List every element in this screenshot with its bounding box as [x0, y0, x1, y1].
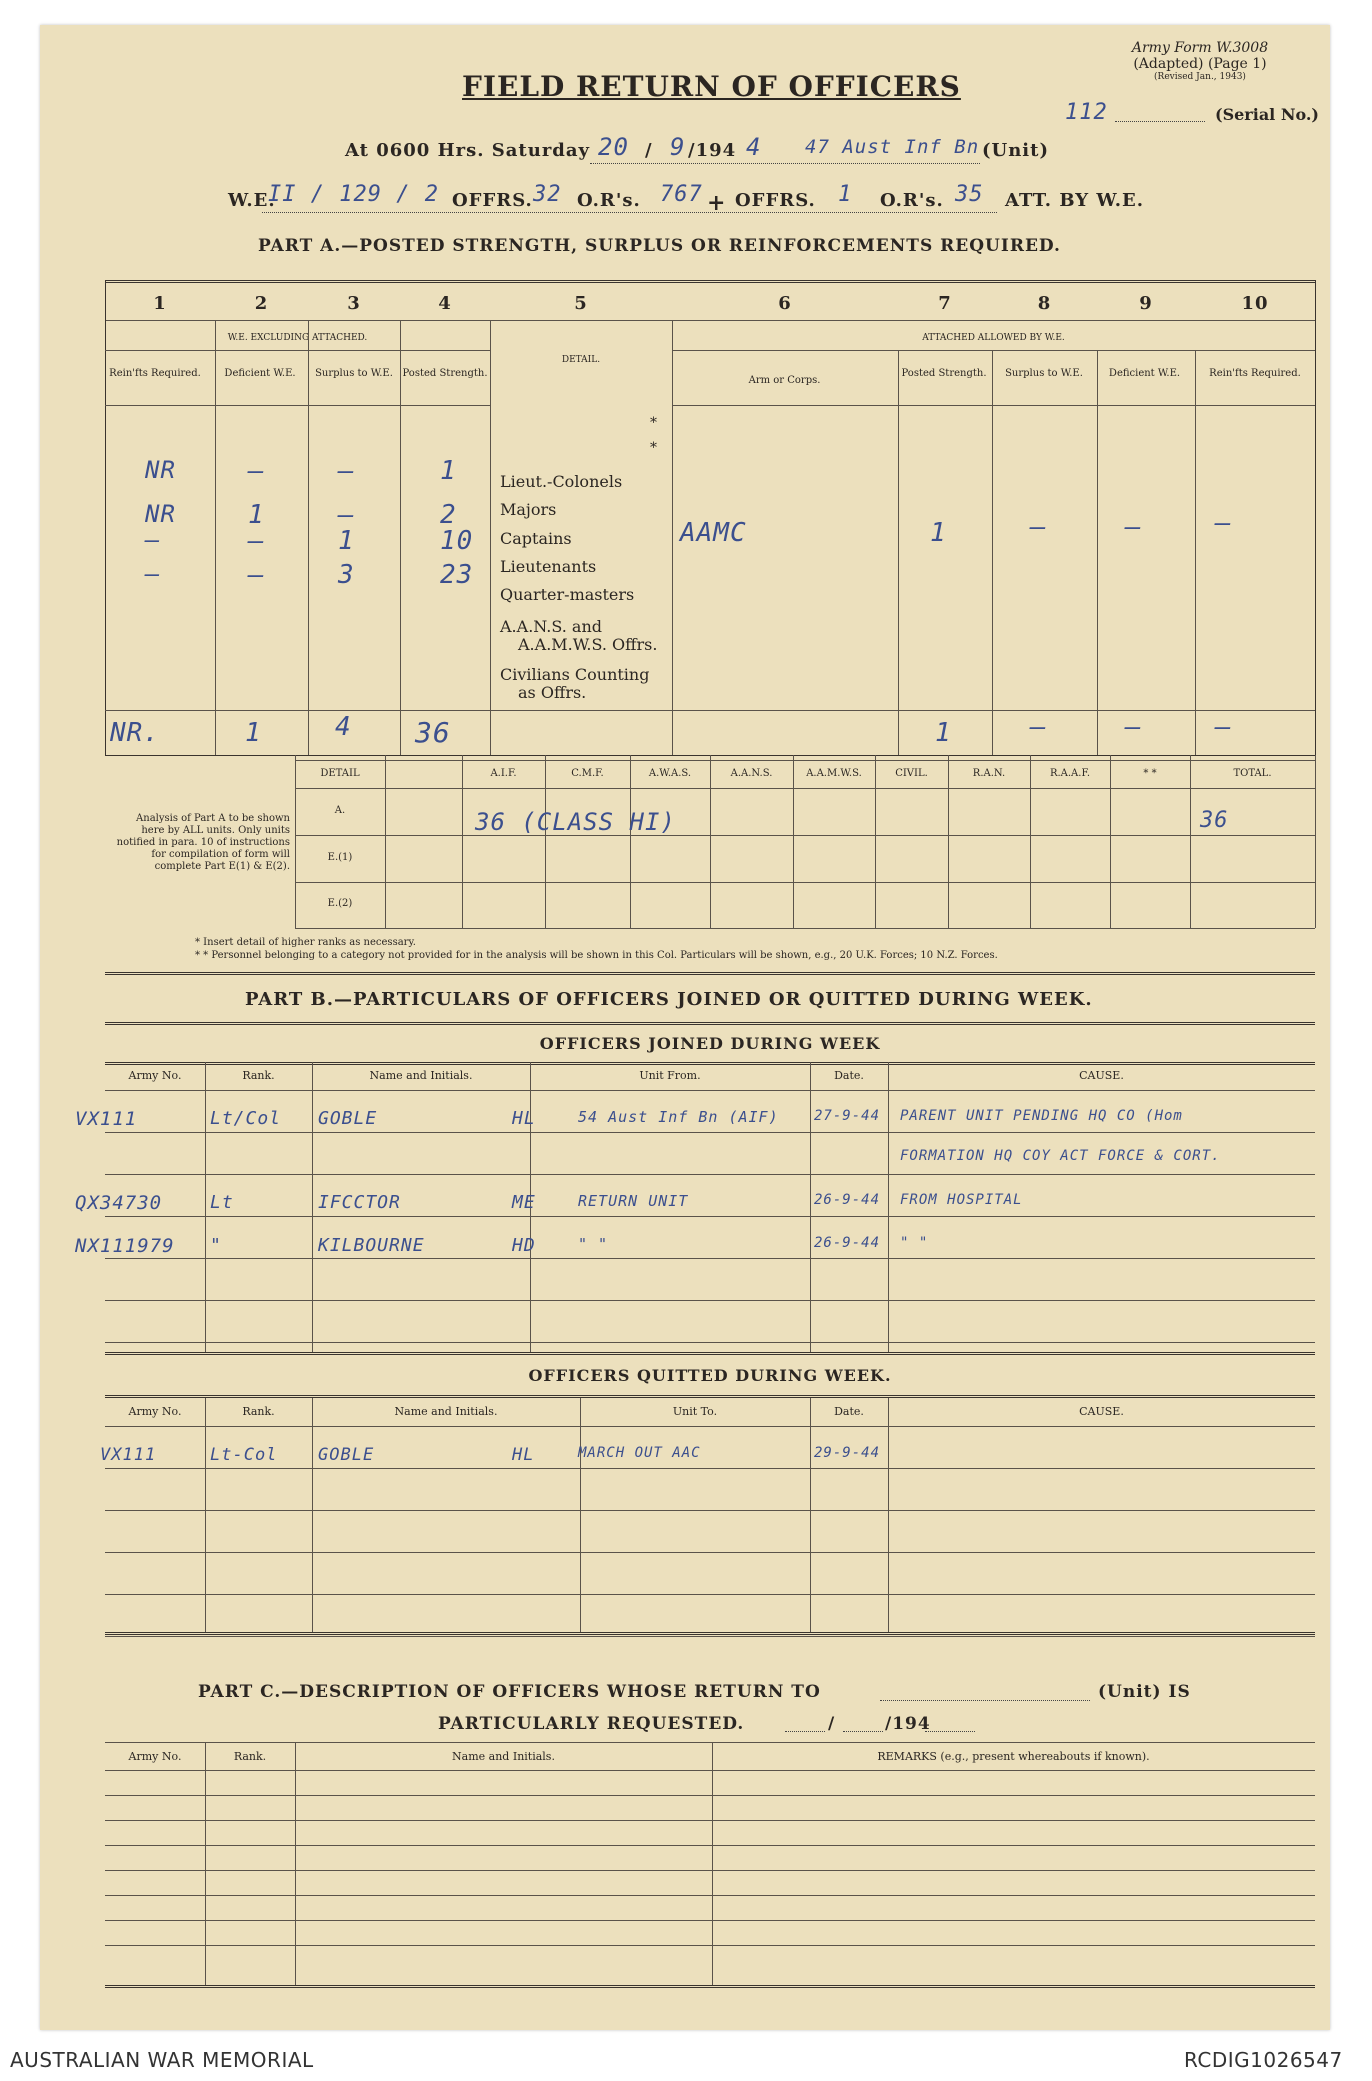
frame-left [105, 280, 106, 755]
col-line [710, 755, 711, 928]
footer-left: AUSTRALIAN WAR MEMORIAL [10, 2048, 314, 2072]
rule [295, 882, 1315, 883]
group-left-header: W.E. EXCLUDING ATTACHED. [227, 333, 368, 343]
row-def: – [248, 456, 265, 486]
footnote-2: * * Personnel belonging to a category not provided for in the analysis will be shown in this Col. Particulars will be shown, e.g., 20 U.K. Forces; 10 N.Z. Forces. [195, 950, 998, 961]
table-header: Date. [834, 1069, 864, 1082]
column-number: 1 [153, 293, 167, 314]
serial-dots [1115, 121, 1205, 122]
column-number: 9 [1139, 293, 1153, 314]
quitted-date: 29-9-44 [814, 1445, 881, 1461]
rule [672, 350, 1315, 351]
analysis-header: A.A.M.W.S. [806, 768, 862, 779]
row-posted: 2 [440, 500, 457, 530]
header-dots-1 [590, 163, 980, 164]
column-number: 4 [438, 293, 452, 314]
rule [105, 1552, 1315, 1553]
analysis-header: * * [1143, 768, 1157, 779]
total-posted-r: 1 [935, 718, 952, 748]
joined-army-no: QX34730 [75, 1192, 163, 1214]
row-reinf: – [145, 526, 161, 554]
date-month: 9 [670, 133, 686, 161]
asterisk-1: * [650, 415, 657, 431]
analysis-a-total: 36 [1200, 808, 1229, 833]
col-line [312, 1398, 313, 1633]
col-line [312, 1062, 313, 1352]
header-dots-2 [262, 212, 997, 213]
joined-cause: " " [900, 1235, 929, 1251]
part-c-title1: PART C.—DESCRIPTION OF OFFICERS WHOSE RETURN TO [198, 1682, 821, 1702]
form-id-line1: Army Form W.3008 [1131, 40, 1269, 56]
rule [105, 1632, 1315, 1635]
form-id [1100, 40, 1300, 82]
part-c-unit-label: (Unit) IS [1098, 1682, 1191, 1702]
col-line [672, 320, 673, 755]
plus-sign: + [707, 190, 727, 216]
part-c-year: /194 [885, 1714, 931, 1734]
detail-header: DETAIL. [561, 355, 601, 365]
rule [105, 1795, 1315, 1796]
col-line [992, 350, 993, 755]
rule [105, 1426, 1315, 1427]
col-line [400, 320, 401, 755]
row-def: 1 [248, 500, 265, 530]
analysis-header: DETAIL [320, 768, 360, 779]
table-header: Rank. [242, 1405, 275, 1418]
row-surplus: – [338, 500, 355, 530]
joined-date: 26-9-44 [814, 1235, 881, 1251]
part-c-slash: / [828, 1714, 836, 1734]
table-header: Name and Initials. [394, 1405, 498, 1418]
joined-army-no: NX111979 [75, 1235, 175, 1257]
page-title: FIELD RETURN OF OFFICERS [462, 70, 961, 103]
col-line [1110, 755, 1111, 928]
we-value: II / 129 / 2 [268, 182, 439, 207]
col-line [810, 1398, 811, 1633]
ors-label: O.R's. [577, 190, 641, 211]
offrs-value: 32 [533, 182, 562, 207]
column-number: 6 [778, 293, 792, 314]
footnote-1: * Insert detail of higher ranks as necessary. [195, 937, 416, 948]
rule [105, 1022, 1315, 1025]
detail-qm: Quarter-masters [500, 585, 635, 604]
col-line [1315, 755, 1316, 928]
table-header: Army No. [128, 1405, 182, 1418]
rule [105, 1845, 1315, 1846]
offrs-label: OFFRS. [452, 190, 533, 211]
table-header: CAUSE. [1079, 1405, 1124, 1418]
rule [295, 835, 1315, 836]
rule [295, 928, 1315, 929]
column-number: 7 [938, 293, 952, 314]
rule [105, 1920, 1315, 1921]
row-reinf: – [145, 560, 161, 588]
analysis-header: R.A.N. [972, 768, 1006, 779]
at-label: At 0600 Hrs. Saturday [345, 140, 591, 161]
column-number: 5 [574, 293, 588, 314]
footer-right: RCDIG1026547 [1184, 2048, 1343, 2072]
part-c-title2: PARTICULARLY REQUESTED. [438, 1714, 745, 1734]
rule [105, 1945, 1315, 1946]
joined-initials: HL [512, 1108, 536, 1129]
joined-title: OFFICERS JOINED DURING WEEK [539, 1034, 881, 1053]
col-line [545, 755, 546, 928]
offrs2-label: OFFRS. [735, 190, 816, 211]
offrs2-value: 1 [838, 182, 853, 207]
table-header: Date. [834, 1405, 864, 1418]
ors2-label: O.R's. [880, 190, 944, 211]
serial-label: (Serial No.) [1215, 105, 1319, 124]
col-line [308, 320, 309, 755]
col-line [490, 320, 491, 755]
rule [105, 1985, 1315, 1988]
col-line [888, 1062, 889, 1352]
rule [105, 1062, 1315, 1065]
part-a-title: PART A.—POSTED STRENGTH, SURPLUS OR REINFORCEMENTS REQUIRED. [258, 236, 1061, 256]
rule [105, 1132, 1315, 1133]
rule [105, 1216, 1315, 1217]
rule [105, 710, 1315, 711]
rule [105, 1300, 1315, 1301]
analysis-header: A.W.A.S. [648, 768, 692, 779]
analysis-header: CIVIL. [895, 768, 928, 779]
col-line [462, 755, 463, 928]
quitted-title: OFFICERS QUITTED DURING WEEK. [528, 1366, 892, 1385]
detail-as-offrs: as Offrs. [518, 683, 587, 702]
total-def-r: — [1125, 712, 1142, 742]
part-c-dots [843, 1731, 883, 1732]
date-year-digit: 4 [746, 133, 762, 161]
row-posted: 10 [440, 526, 474, 556]
serial-value: 112 [1065, 100, 1108, 125]
hdr-def-r: Deficient W.E. [1108, 368, 1181, 379]
row-def: – [248, 526, 265, 556]
asterisk-2: * [650, 440, 657, 456]
col-line [205, 1062, 206, 1352]
total-def: 1 [245, 718, 262, 748]
joined-name: IFCCTOR [318, 1192, 401, 1213]
quitted-name: GOBLE [318, 1445, 375, 1465]
analysis-note: Analysis of Part A to be shown here by ALL units. Only units notified in para. 10 of instructions for compilation of form will complete Part E(1) & E(2). [116, 813, 290, 872]
date-year-prefix: /194 [688, 140, 737, 161]
col-line [1195, 350, 1196, 755]
col-line [295, 1742, 296, 1985]
total-posted: 36 [415, 716, 451, 749]
col-line [948, 755, 949, 928]
col-line [385, 755, 386, 928]
attached-reinf: — [1215, 508, 1232, 538]
col-line [1030, 755, 1031, 928]
rule [105, 320, 1315, 321]
hdr-def-l: Deficient W.E. [224, 368, 296, 379]
col-line [1097, 350, 1098, 755]
col-line [712, 1742, 713, 1985]
joined-army-no: VX111 [75, 1108, 138, 1130]
joined-cause: FORMATION HQ COY ACT FORCE & CORT. [900, 1148, 1221, 1164]
detail-aans: A.A.N.S. and [500, 617, 602, 636]
column-number: 2 [254, 293, 269, 314]
joined-date: 27-9-44 [814, 1108, 881, 1124]
part-c-header: Name and Initials. [452, 1750, 555, 1763]
detail-captains: Captains [500, 529, 572, 548]
attached-arm: AAMC [680, 518, 747, 548]
joined-unit: " " [578, 1235, 609, 1253]
analysis-row-label: A. [334, 805, 346, 816]
part-c-header: Rank. [233, 1750, 267, 1763]
quitted-initials: HL [512, 1445, 535, 1465]
hdr-arm: Arm or Corps. [748, 375, 821, 386]
analysis-header: R.A.A.F. [1049, 768, 1091, 779]
rule [105, 1510, 1315, 1511]
detail-lt-col: Lieut.-Colonels [500, 472, 623, 491]
column-number: 8 [1037, 293, 1052, 314]
form-id-line2: (Adapted) (Page 1) [1133, 56, 1267, 72]
rule [105, 1174, 1315, 1175]
rule [105, 1352, 1315, 1355]
part-a-top-rule [105, 280, 1315, 283]
attached-posted: 1 [930, 518, 947, 548]
row-reinf: NR [145, 456, 176, 484]
hdr-posted-r: Posted Strength. [901, 368, 987, 379]
col-line [215, 320, 216, 755]
joined-cause: FROM HOSPITAL [900, 1192, 1023, 1208]
joined-initials: ME [512, 1192, 536, 1213]
analysis-row-label: E.(2) [327, 898, 353, 909]
row-reinf: NR [145, 500, 176, 528]
col-line [810, 1062, 811, 1352]
unit-label: (Unit) [982, 140, 1049, 161]
analysis-row-label: E.(1) [327, 852, 353, 863]
table-header: Rank. [242, 1069, 275, 1082]
hdr-posted-l: Posted Strength. [402, 368, 488, 379]
total-surplus: 4 [335, 712, 352, 742]
detail-aamws: A.A.M.W.S. Offrs. [518, 635, 658, 654]
rule [105, 1870, 1315, 1871]
analysis-header: TOTAL. [1233, 768, 1272, 779]
col-line [1190, 755, 1191, 928]
rule [105, 1742, 1315, 1743]
hdr-surplus-r: Surplus to W.E. [1005, 368, 1083, 379]
rule [295, 788, 1315, 789]
total-reinf-r: — [1215, 712, 1232, 742]
hdr-reinf-r: Rein'fts Required. [1209, 368, 1301, 379]
rule [105, 1820, 1315, 1821]
col-line [630, 755, 631, 928]
row-surplus: 1 [338, 526, 355, 556]
we-label: W.E. [228, 190, 276, 211]
table-header: CAUSE. [1079, 1069, 1124, 1082]
form-id-line3: (Revised Jan., 1943) [1154, 72, 1246, 82]
column-number: 3 [347, 293, 361, 314]
attached-def: — [1125, 512, 1142, 542]
ors-value: 767 [660, 182, 703, 207]
analysis-header: A.A.N.S. [730, 768, 773, 779]
joined-initials: HD [512, 1235, 536, 1256]
detail-lieutenants: Lieutenants [500, 557, 597, 576]
total-surplus-r: — [1030, 712, 1047, 742]
rule [105, 350, 490, 351]
row-posted: 23 [440, 560, 474, 590]
col-line [793, 755, 794, 928]
analysis-header: C.M.F. [571, 768, 604, 779]
rule [105, 405, 490, 406]
col-line [580, 1398, 581, 1633]
col-line [205, 1398, 206, 1633]
joined-name: GOBLE [318, 1108, 378, 1129]
row-surplus: – [338, 456, 355, 486]
quitted-rank: Lt-Col [210, 1445, 278, 1465]
rule [105, 1468, 1315, 1469]
ors2-value: 35 [955, 182, 984, 207]
rule [105, 1594, 1315, 1595]
table-header: Army No. [128, 1069, 182, 1082]
rule [295, 760, 1315, 761]
col-line [898, 350, 899, 755]
rule [105, 1636, 1315, 1637]
joined-cause: PARENT UNIT PENDING HQ CO (Hom [900, 1108, 1183, 1124]
analysis-header: A.I.F. [490, 768, 517, 779]
row-def: – [248, 560, 265, 590]
unit-value: 47 Aust Inf Bn [805, 136, 980, 158]
col-line [875, 755, 876, 928]
part-c-dots [785, 1731, 825, 1732]
joined-unit: 54 Aust Inf Bn (AIF) [578, 1108, 779, 1126]
table-header: Unit From. [639, 1069, 701, 1082]
quitted-army-no: VX111 [100, 1445, 157, 1465]
hdr-reinf-l: Rein'fts Required. [109, 368, 201, 379]
att-label: ATT. BY W.E. [1005, 190, 1145, 211]
part-c-header: REMARKS (e.g., present whereabouts if known). [877, 1750, 1150, 1763]
rule [105, 1395, 1315, 1398]
joined-rank: Lt/Col [210, 1108, 282, 1129]
attached-surplus: — [1030, 512, 1047, 542]
row-posted: 1 [440, 456, 457, 486]
quitted-unit: MARCH OUT AAC [578, 1445, 701, 1461]
detail-civilians: Civilians Counting [500, 665, 650, 684]
joined-name: KILBOURNE [318, 1235, 425, 1256]
group-right-header: ATTACHED ALLOWED BY W.E. [922, 333, 1065, 343]
rule [105, 1770, 1315, 1771]
joined-rank: " [210, 1235, 222, 1256]
part-c-dots [925, 1731, 975, 1732]
col-line [888, 1398, 889, 1633]
rule [105, 1258, 1315, 1259]
col-line [205, 1742, 206, 1985]
rule [105, 1895, 1315, 1896]
row-surplus: 3 [338, 560, 355, 590]
rule [672, 405, 1315, 406]
table-header: Unit To. [672, 1405, 718, 1418]
frame-right [1315, 280, 1316, 755]
detail-majors: Majors [500, 500, 557, 519]
joined-date: 26-9-44 [814, 1192, 881, 1208]
rule [105, 1090, 1315, 1091]
date-day: 20 [598, 133, 629, 161]
part-c-header: Army No. [128, 1750, 182, 1763]
rule [105, 972, 1315, 975]
hdr-surplus-l: Surplus to W.E. [315, 368, 393, 379]
part-c-dots [880, 1700, 1090, 1701]
analysis-a-aif: 36 (CLASS HI) [475, 808, 676, 836]
table-header: Name and Initials. [369, 1069, 473, 1082]
rule [105, 1342, 1315, 1343]
joined-rank: Lt [210, 1192, 234, 1213]
column-number: 10 [1241, 293, 1269, 314]
joined-unit: RETURN UNIT [578, 1192, 689, 1210]
part-b-title: PART B.—PARTICULARS OF OFFICERS JOINED OR QUITTED DURING WEEK. [245, 989, 1093, 1010]
total-reinf: NR. [110, 718, 160, 748]
